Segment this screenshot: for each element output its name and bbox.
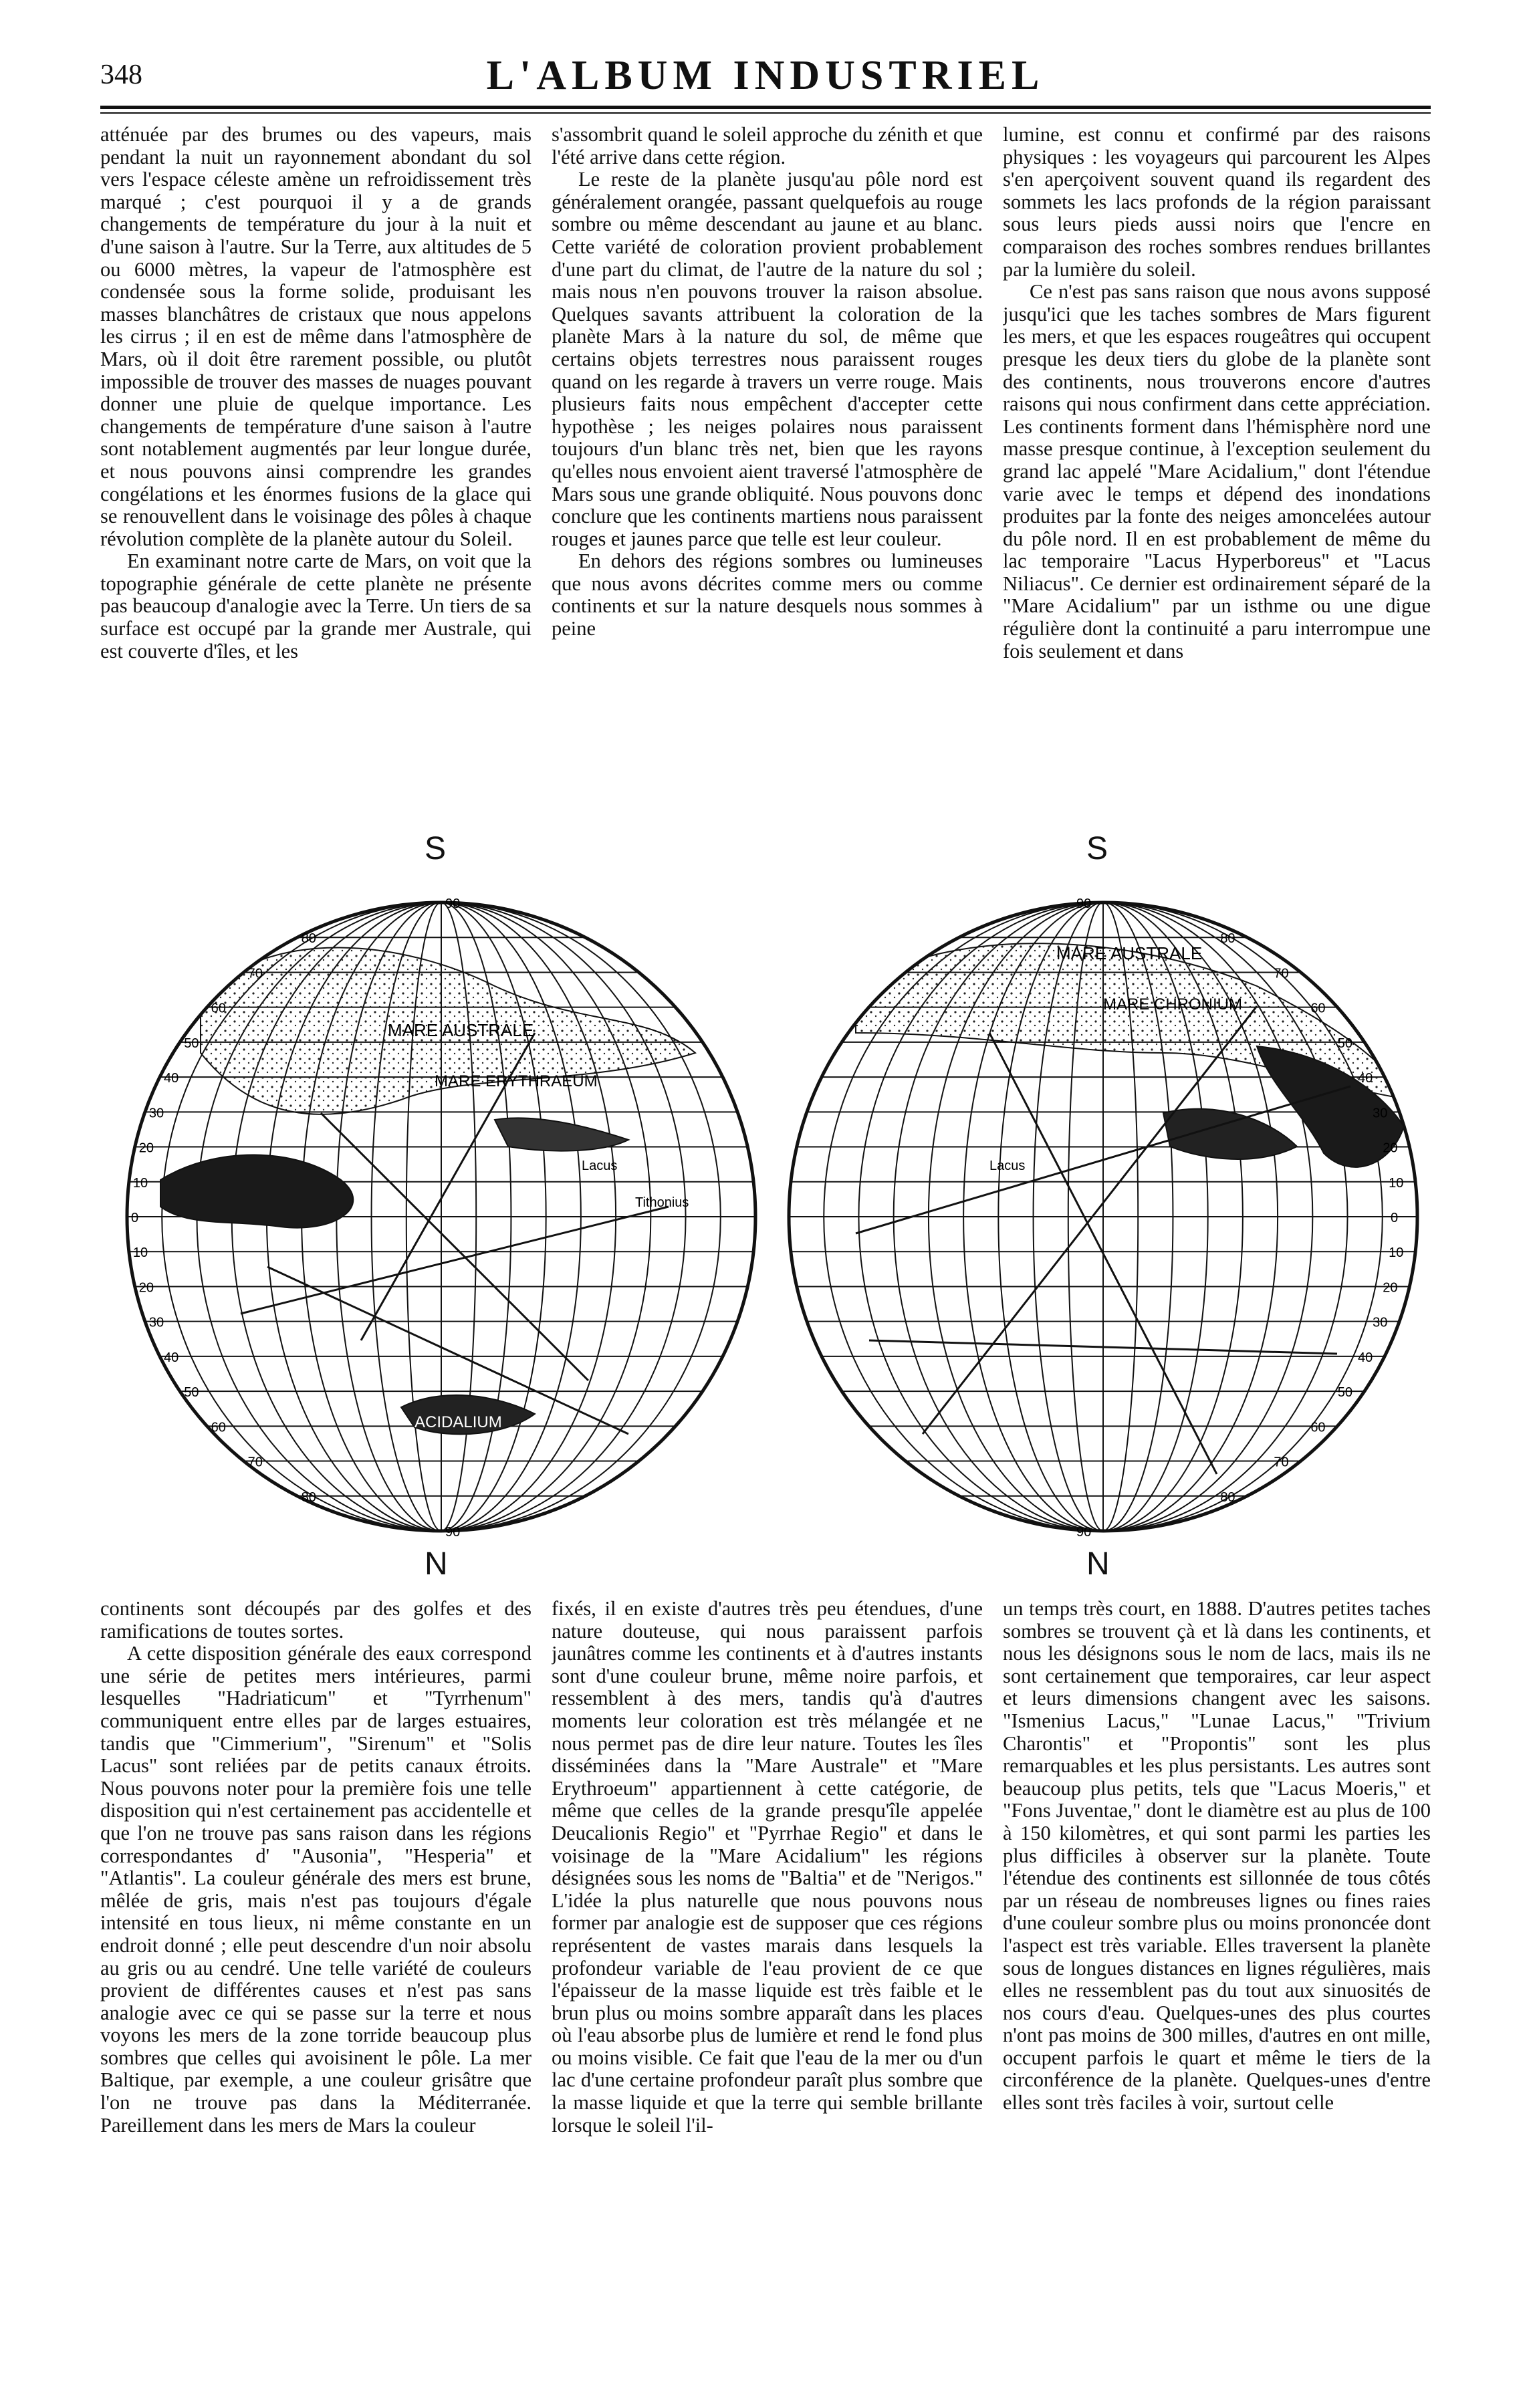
- latitude-label: 60: [211, 1001, 226, 1016]
- paragraph: atténuée par des brumes ou des vapeurs, mais pendant la nuit un rayonnement abondant du sol vers l'espace céleste amène un refroidissement très marqué ; c'est pourquoi il y a de grands changements de température du jour à la nuit et d'une saison à l'autre. Sur la Terre, aux altitudes de 5 ou 6000 mètres, la vapeur de l'atmosphère est condensée sous la forme solide, produisant les masses blanchâtres de cristaux que nous appelons les cirrus ; il en est de même dans l'atmosphère de Mars, où il doit être rarement possible, ou plutôt impossible de trouver des masses de nuages pouvant donner une pluie de quelque importance. Les changements de température d'une saison à l'autre sont notablement augmentés par leur longue durée, et nous pouvons ainsi comprendre les grandes congélations et les énormes fusions de la glace qui se renouvellent dans le voisinage des pôles à chaque révolution complète de la planète autour du Soleil.: [100, 124, 532, 550]
- paragraph: s'assombrit quand le soleil approche du zénith et que l'été arrive dans cette région.: [552, 124, 983, 168]
- header-rule: [100, 106, 1431, 109]
- paragraph: fixés, il en existe d'autres très peu étendues, d'une nature douteuse, qui nous paraissent parfois jaunâtres comme les continents et à d'autres instants sont d'une couleur brune, même noire parfois, et ressemblent à des mers, tandis qu'à d'autres moments leur coloration est très mélangée et ne nous permet pas de dire leur nature. Toutes les îles disséminées dans la "Mare Australe" et "Mare Erythroeum" appartiennent à cette catégorie, de même que celles de la grande presqu'île appelée Deucalionis Regio" et "Pyrrhae Regio" et dans le voisinage de la "Mare Acidalium" les régions désignées sous les noms de "Baltia" et de "Nerigos." L'idée la plus naturelle que nous pouvons nous former par analogie est de supposer que ces régions représentent de vastes marais dans lesquels la profondeur variable de l'eau provient de ce que l'épaisseur de la masse liquide est très faible et le brun plus ou moins sombre apparaît dans les places où l'eau absorbe plus de lumière et rend le fond plus ou moins visible. Ce fait que l'eau de la mer ou d'un lac d'une certaine profondeur paraît plus sombre que la masse liquide et que la terre qui semble brillante lorsque le soleil l'il-: [552, 1598, 983, 2137]
- paragraph: En examinant notre carte de Mars, on voit que la topographie générale de cette planète ne présente pas beaucoup d'analogie avec la Terre. Un tiers de sa surface est occupé par la grande mer Australe, qui est couverte d'îles, et les: [100, 550, 532, 663]
- map-label: ACIDALIUM: [415, 1413, 502, 1431]
- text-column-top-2: [552, 124, 983, 826]
- latitude-label: 40: [163, 1350, 179, 1365]
- latitude-label: 10: [132, 1175, 148, 1191]
- latitude-label: 70: [247, 1455, 263, 1470]
- latitude-label: 10: [1389, 1245, 1404, 1261]
- paragraph: A cette disposition générale des eaux correspond une série de petites mers intérieures, parmi lesquelles "Hadriaticum" et "Tyrrhenum" communiquent entre elles par de larges estuaires, tandis que "Cimmerium", "Sirenum" et "Solis Lacus" sont reliées par de petits canaux étroits. Nous pouvons noter pour la première fois une telle disposition qui n'est certainement pas accidentelle et que l'on ne trouve pas sans raison dans les régions correspondantes d' "Ausonia", "Hesperia" et "Atlantis". La couleur générale des mers est brune, mêlée de gris, mais n'est pas toujours d'égale intensité en tous lieux, ni même constante en un endroit donné ; elle peut descendre d'un noir absolu au gris ou au cendré. Une telle variété de couleurs provient de différentes causes et n'est pas sans analogie avec ce qui se passe sur la terre et nous voyons les mers de la zone torride beaucoup plus sombres que celles qui avoisinent le pôle. La mer Baltique, par exemple, a une couleur grisâtre que l'on ne trouve pas dans la Méditerranée. Pareillement dans les mers de Mars la couleur: [100, 1642, 532, 2137]
- map-label: MARE AUSTRALE: [388, 1020, 534, 1040]
- right-pole-top: S: [1086, 832, 1108, 866]
- latitude-label: 30: [148, 1106, 164, 1121]
- right-pole-bottom: N: [1086, 1546, 1110, 1582]
- map-label: Lacus: [582, 1159, 618, 1173]
- latitude-label: 40: [163, 1071, 179, 1086]
- latitude-label: 50: [184, 1036, 199, 1051]
- latitude-label: 70: [247, 966, 263, 981]
- left-pole-top: S: [425, 832, 447, 866]
- latitude-label: 20: [1383, 1280, 1398, 1296]
- latitude-label: 30: [148, 1315, 164, 1330]
- latitude-label: 90: [1076, 1525, 1092, 1540]
- running-title: L'ALBUM INDUSTRIEL: [486, 53, 1045, 98]
- latitude-label: 80: [1220, 931, 1235, 947]
- paragraph: lumine, est connu et confirmé par des raisons physiques : les voyageurs qui parcourent les Alpes s'en aperçoivent souvent quand ils regardent des sommets les lacs profonds de la région paraissant sous leurs pieds aussi noirs que l'encre en comparaison des roches sombres rendues brillantes par la lumière du soleil.: [1003, 124, 1431, 281]
- right-hemisphere: [789, 832, 1417, 1582]
- mars-map-figure: [120, 832, 1424, 1584]
- text-column-top-3: [1003, 124, 1431, 826]
- latitude-label: 90: [1076, 896, 1092, 911]
- latitude-label: 70: [1274, 1455, 1289, 1470]
- latitude-label: 30: [1373, 1315, 1388, 1330]
- left-hemisphere: [127, 832, 755, 1582]
- latitude-label: 20: [138, 1280, 154, 1296]
- latitude-label: 20: [1383, 1140, 1398, 1156]
- latitude-label: 90: [445, 1525, 461, 1540]
- map-label: Tithonius: [635, 1195, 689, 1210]
- map-label: MARE CHRONIUM: [1103, 995, 1242, 1013]
- latitude-label: 50: [1337, 1036, 1353, 1051]
- text-column-top-1: [100, 124, 532, 826]
- paragraph: continents sont découpés par des golfes et des ramifications de toutes sortes.: [100, 1598, 532, 1643]
- paragraph: un temps très court, en 1888. D'autres petites taches sombres se trouvent çà et là dans les continents, et nous les désignons sous le nom de lacs, mais ils ne sont certainement que temporaires, car leur aspect et leurs dimensions changent avec les saisons. "Ismenius Lacus," "Lunae Lacus," "Trivium Charontis" et "Propontis" sont les plus remarquables et les plus persistants. Les autres sont beaucoup plus petits, tels que "Lacus Moeris," et "Fons Juventae," dont le diamètre est au plus de 100 à 150 kilomètres, et qui sont parmi les parties les plus difficiles à observer sur la planète. Toute l'étendue des continents est sillonnée de tous côtés par un réseau de nombreuses lignes ou fines raies d'une couleur sombre plus ou moins prononcée dont l'aspect est très variable. Elles traversent la planète sous de longues distances en lignes régulières, mais elles ne ressemblent pas du tout aux sinuosités de nos cours d'eau. Quelques-unes des plus courtes n'ont pas moins de 300 milles, d'autres en ont mille, occupent parfois le quart et même le tiers de la circonférence de la planète. Quelques-unes d'entre elles sont très faciles à voir, surtout celle: [1003, 1598, 1431, 2115]
- latitude-label: 80: [301, 1489, 316, 1505]
- latitude-label: 10: [132, 1245, 148, 1261]
- latitude-label: 40: [1358, 1350, 1373, 1365]
- paragraph: Ce n'est pas sans raison que nous avons supposé jusqu'ici que les taches sombres de Mars figurent les mers, et que les espaces rougeâtres qui occupent presque les deux tiers du globe de la planète sont des continents, nous trouverons encore d'autres raisons qui nous confirment dans cette appréciation. Les continents forment dans l'hémisphère nord une masse presque continue, à l'exception seulement du grand lac appelé "Mare Acidalium," dont l'étendue varie avec le temps et dépend des inondations produites par la fonte des neiges amoncelées autour du pôle nord. Il en est probablement de même du lac temporaire "Lacus Hyperboreus" et "Lacus Niliacus". Ce dernier est ordinairement séparé de la "Mare Acidalium" par un isthme ou une digue régulière dont la continuité a paru interrompue une fois seulement et dans: [1003, 280, 1431, 663]
- text-column-bottom-2: [552, 1598, 983, 2360]
- latitude-label: 60: [1310, 1001, 1326, 1016]
- header-rule-thin: [100, 112, 1431, 114]
- latitude-label: 60: [211, 1420, 226, 1435]
- text-column-bottom-1: [100, 1598, 532, 2360]
- paragraph: En dehors des régions sombres ou lumineuses que nous avons décrites comme mers ou comme continents et sur la nature desquels nous sommes à peine: [552, 550, 983, 640]
- mars-map-svg: [120, 832, 1424, 1584]
- latitude-label: 70: [1274, 966, 1289, 981]
- latitude-label: 20: [138, 1140, 154, 1156]
- left-pole-bottom: N: [425, 1546, 448, 1582]
- latitude-label: 80: [1220, 1489, 1235, 1505]
- page-header: [100, 52, 1431, 99]
- page-number: 348: [100, 59, 142, 90]
- map-label: MARE ERYTHRAEUM: [435, 1072, 598, 1090]
- latitude-label: 30: [1373, 1106, 1388, 1121]
- text-column-bottom-3: [1003, 1598, 1431, 2360]
- paragraph: Le reste de la planète jusqu'au pôle nord est généralement orangée, passant quelquefois au rouge sombre ou même descendant au jaune et au blanc. Cette variété de coloration provient probablement d'une part du climat, de l'autre de la nature du sol ; mais nous n'en pouvons trouver la raison absolue. Quelques savants attribuent la coloration de la planète Mars à la nature du sol, de même que certains objets terrestres nous paraissent rouges quand on les regarde à travers un verre rouge. Mais plusieurs faits nous empêchent d'accepter cette hypothèse ; les neiges polaires nous paraissent toujours d'un blanc très net, bien que les rayons qu'elles nous envoient aient traversé l'atmosphère de Mars sous une grande obliquité. Nous pouvons donc conclure que les continents martiens nous paraissent rouges et jaunes parce que telle est leur couleur.: [552, 168, 983, 550]
- map-label: Lacus: [989, 1159, 1026, 1173]
- latitude-label: 90: [445, 896, 461, 911]
- map-label: MARE AUSTRALE: [1056, 943, 1203, 963]
- latitude-label: 60: [1310, 1420, 1326, 1435]
- latitude-label: 10: [1389, 1175, 1404, 1191]
- latitude-label: 80: [301, 931, 316, 947]
- latitude-label: 50: [184, 1385, 199, 1401]
- latitude-label: 0: [131, 1211, 139, 1225]
- latitude-label: 40: [1358, 1071, 1373, 1086]
- latitude-label: 0: [1391, 1211, 1399, 1225]
- latitude-label: 50: [1337, 1385, 1353, 1401]
